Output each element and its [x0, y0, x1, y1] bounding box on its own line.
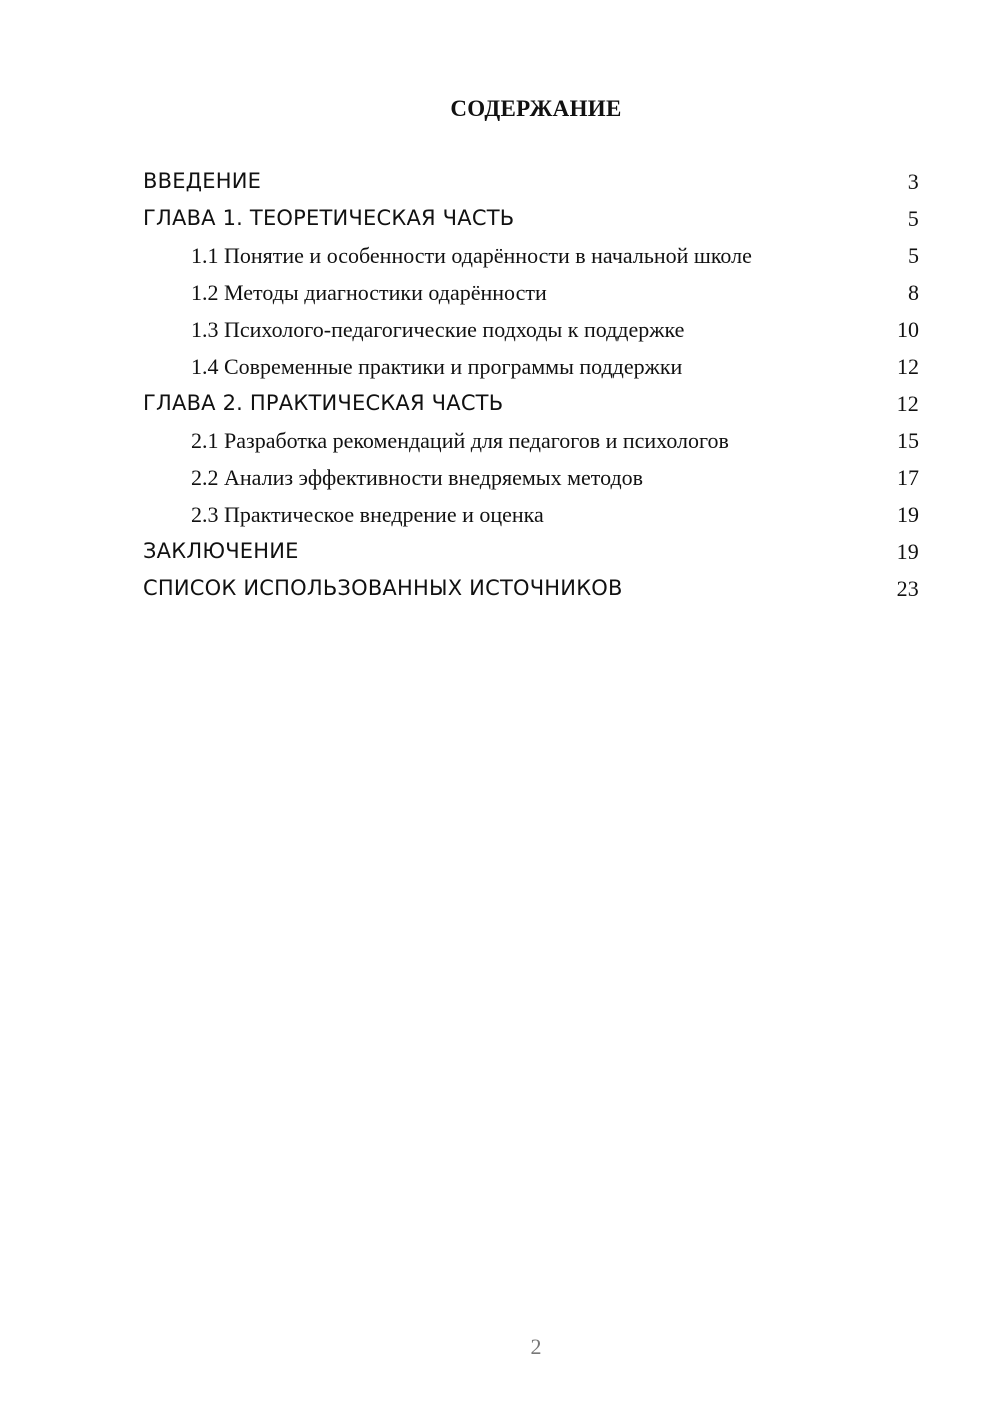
- toc-entry-title: ГЛАВА 2. ПРАКТИЧЕСКАЯ ЧАСТЬ: [143, 391, 504, 415]
- toc-entry-title: 2.3 Практическое внедрение и оценка: [191, 502, 544, 527]
- toc-entry-page: 19: [896, 539, 919, 564]
- toc-entry-page: 23: [896, 576, 919, 601]
- page-number: 2: [530, 1334, 542, 1359]
- toc-entry-section-2-2[interactable]: [143, 464, 919, 491]
- toc-entry-page: 10: [897, 317, 919, 342]
- toc-entry-title: ГЛАВА 1. ТЕОРЕТИЧЕСКАЯ ЧАСТЬ: [143, 206, 515, 230]
- toc-entry-section-2-3[interactable]: [143, 501, 919, 528]
- toc-entry-page: 17: [897, 465, 919, 490]
- toc-entry-section-1-3[interactable]: [143, 316, 919, 343]
- toc-entry-section-1-2[interactable]: [143, 279, 919, 306]
- toc-entry-chapter-1[interactable]: [143, 205, 919, 232]
- toc-entry-title: 1.4 Современные практики и программы поддержки: [191, 354, 683, 379]
- toc-entry-chapter-2[interactable]: [143, 390, 919, 417]
- toc-entry-title: СПИСОК ИСПОЛЬЗОВАННЫХ ИСТОЧНИКОВ: [143, 576, 623, 600]
- toc-entry-page: 12: [896, 391, 919, 416]
- toc-entry-title: ЗАКЛЮЧЕНИЕ: [143, 539, 299, 563]
- toc-entry-page: 12: [897, 354, 919, 379]
- toc-entry-title: 1.1 Понятие и особенности одарённости в начальной школе: [191, 243, 752, 268]
- toc-entry-title: 1.2 Методы диагностики одарённости: [191, 280, 547, 305]
- toc-entry-section-2-1[interactable]: [143, 427, 919, 454]
- toc-entry-title: 1.3 Психолого-педагогические подходы к поддержке: [191, 317, 685, 342]
- toc-entry-page: 8: [908, 280, 919, 305]
- toc-entry-title: 2.1 Разработка рекомендаций для педагогов и психологов: [191, 428, 729, 453]
- toc-entry-page: 3: [907, 169, 919, 194]
- toc-entry-title: ВВЕДЕНИЕ: [143, 169, 262, 193]
- toc-entry-title: 2.2 Анализ эффективности внедряемых методов: [191, 465, 644, 490]
- table-of-contents: [143, 168, 919, 612]
- toc-entry-conclusion[interactable]: [143, 538, 919, 565]
- toc-entry-section-1-1[interactable]: [143, 242, 919, 269]
- toc-entry-references[interactable]: [143, 575, 919, 602]
- toc-entry-introduction[interactable]: [143, 168, 919, 195]
- toc-entry-section-1-4[interactable]: [143, 353, 919, 380]
- toc-entry-page: 19: [897, 502, 919, 527]
- toc-entry-page: 15: [897, 428, 919, 453]
- toc-entry-page: 5: [907, 206, 919, 231]
- toc-entry-page: 5: [908, 243, 919, 268]
- toc-heading: СОДЕРЖАНИЕ: [450, 96, 622, 121]
